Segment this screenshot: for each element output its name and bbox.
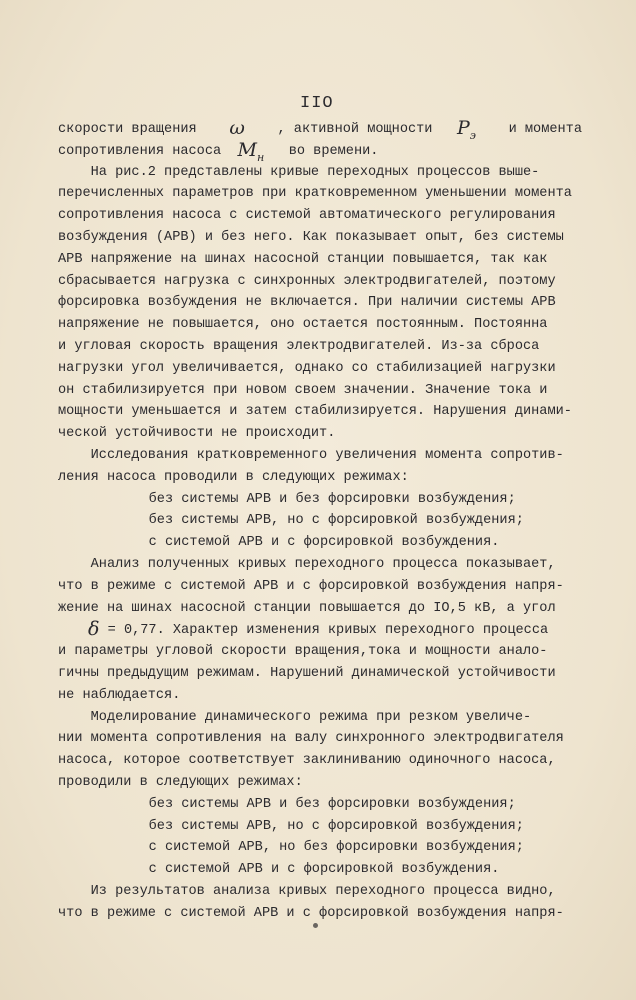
text-line: перечисленных параметров при кратковременном уменьшении момента	[58, 186, 572, 202]
text-line: скорости вращения ω , активной мощности $Р_э$ и момента	[58, 118, 618, 140]
text-line: что в режиме с системой АРВ и с форсировкой возбуждения напря-	[58, 905, 564, 921]
list-item: без системы АРВ, но с форсировкой возбуждения;	[116, 818, 524, 834]
delta-symbol: δ	[88, 618, 100, 641]
list-item: с системой АРВ и с форсировкой возбуждения.	[116, 535, 500, 551]
text-line: напряжение не повышается, оно остается постоянным. Постоянна	[58, 317, 548, 333]
text-line: На рис.2 представлены кривые переходных процессов выше-	[58, 164, 540, 180]
text-line: жение на шинах насосной станции повышается до IO,5 кВ, а угол	[58, 600, 556, 616]
text-line: и параметры угловой скорости вращения,тока и мощности анало-	[58, 644, 548, 660]
text-line: что в режиме с системой АРВ и с форсировкой возбуждения напря-	[58, 578, 564, 594]
text-line: нии момента сопротивления на валу синхронного электродвигателя	[58, 731, 564, 747]
text-line: ческой устойчивости не происходит.	[58, 426, 336, 442]
text-line: гичны предыдущим режимам. Нарушений динамической устойчивости	[58, 665, 556, 681]
text-line: сбрасывается нагрузка с синхронных электродвигателей, поэтому	[58, 273, 556, 289]
text-line: он стабилизируется при новом своем значении. Значение тока и	[58, 382, 548, 398]
omega-symbol: ω	[229, 117, 245, 139]
text-line: Моделирование динамического режима при резком увеличе-	[58, 709, 532, 725]
text-line: сопротивления насоса с системой автоматического регулирования	[58, 208, 556, 224]
text-line: нагрузки угол увеличивается, однако со стабилизацией нагрузки	[58, 360, 556, 376]
torque-symbol: $М_н$	[237, 138, 265, 164]
list-item: без системы АРВ, но с форсировкой возбуждения;	[116, 513, 524, 529]
text-line: Анализ полученных кривых переходного процесса показывает,	[58, 556, 556, 572]
list-item: с системой АРВ, но без форсировки возбуждения;	[116, 840, 524, 856]
list-item: без системы АРВ и без форсировки возбуждения;	[116, 796, 516, 812]
text-line: δ = 0,77. Характер изменения кривых переходного процесса	[88, 618, 549, 641]
page-body	[58, 118, 618, 924]
text-line: Из результатов анализа кривых переходного процесса видно,	[58, 883, 556, 899]
text-line: Исследования кратковременного увеличения момента сопротив-	[58, 447, 564, 463]
list-item: с системой АРВ и с форсировкой возбуждения.	[116, 862, 500, 878]
text-line: АРВ напряжение на шинах насосной станции повышается, так как	[58, 251, 548, 267]
text-line: возбуждения (АРВ) и без него. Как показывает опыт, без системы	[58, 229, 564, 245]
text-line: ления насоса проводили в следующих режимах:	[58, 469, 409, 485]
text-line: мощности уменьшается и затем стабилизируется. Нарушения динами-	[58, 404, 572, 420]
text-line: насоса, которое соответствует заклиниванию одиночного насоса,	[58, 753, 556, 769]
text-line: и угловая скорость вращения электродвигателей. Из-за сброса	[58, 338, 540, 354]
text-line: не наблюдается.	[58, 687, 181, 703]
list-item: без системы АРВ и без форсировки возбуждения;	[116, 491, 516, 507]
page-number: IIO	[300, 94, 334, 113]
text-line: проводили в следующих режимах:	[58, 774, 303, 790]
text-line: сопротивления насоса $М_н$ во времени.	[58, 140, 618, 162]
power-symbol: $Р_э$	[456, 117, 476, 142]
text-line: форсировка возбуждения не включается. При наличии системы АРВ	[58, 295, 556, 311]
paper-speck	[313, 923, 318, 928]
